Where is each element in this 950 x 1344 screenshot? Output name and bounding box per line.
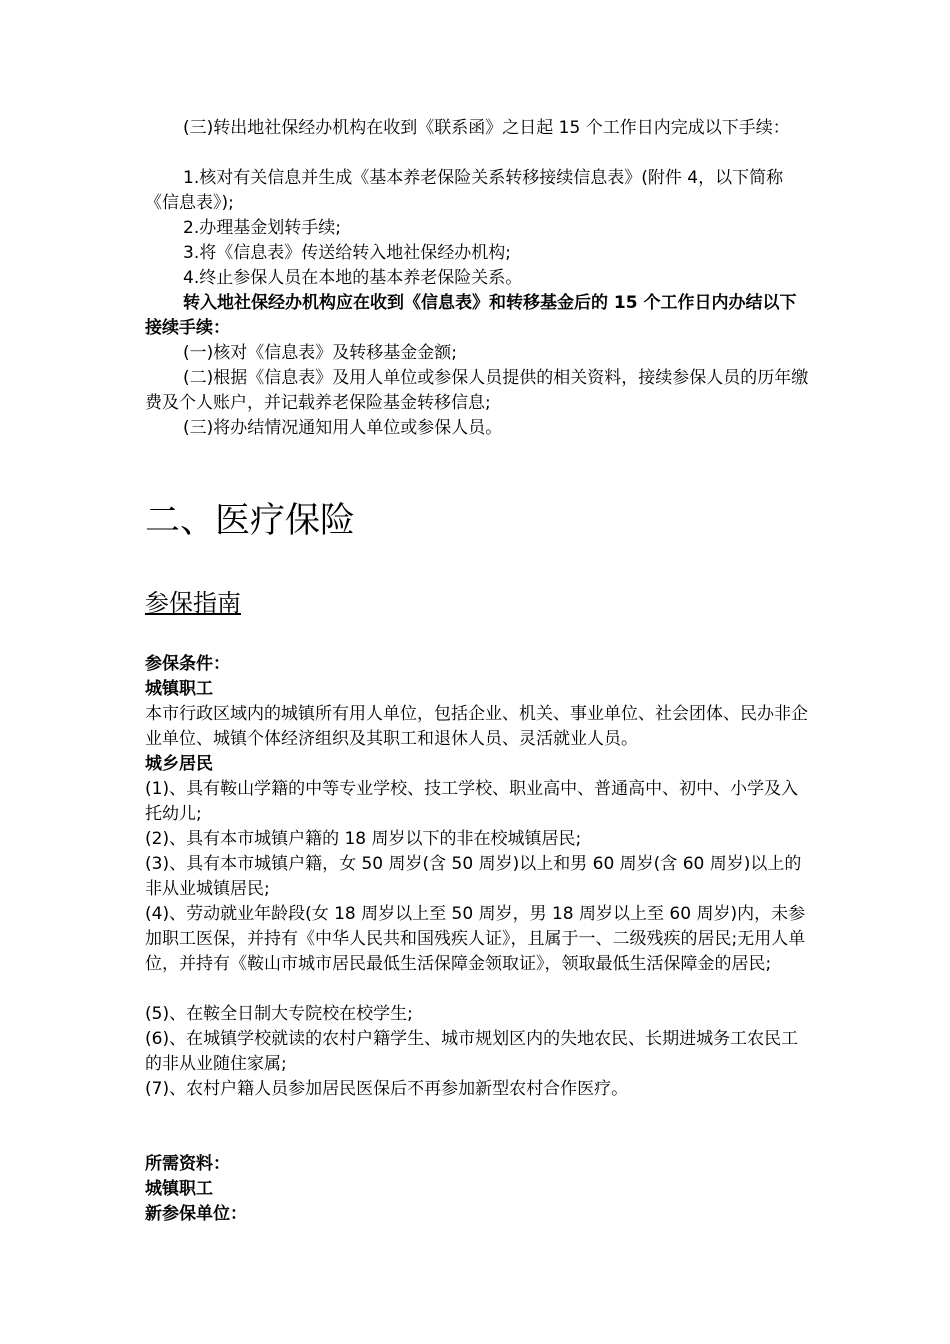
section-subheading: 参保指南: [145, 589, 241, 617]
list-item: (1)、具有鞍山学籍的中等专业学校、技工学校、职业高中、普通高中、初中、小学及入托幼儿;: [145, 779, 799, 824]
urban-workers-text: 本市行政区域内的城镇所有用人单位，包括企业、机关、事业单位、社会团体、民办非企业单位、城镇个体经济组织及其职工和退休人员、灵活就业人员。: [145, 704, 808, 749]
materials-label: 所需资料：: [145, 1154, 230, 1174]
conditions-label: 参保条件：: [145, 654, 230, 674]
paragraph-step-3: 3.将《信息表》传送给转入地社保经办机构;: [183, 243, 511, 263]
residents-title: 城乡居民: [145, 754, 213, 774]
paragraph-transfer-in-procedures: 转入地社保经办机构应在收到《信息表》和转移基金后的 15 个工作日内办结以下接续手续：: [145, 293, 797, 338]
list-item: (6)、在城镇学校就读的农村户籍学生、城市规划区内的失地农民、长期进城务工农民工的非从业随住家属;: [145, 1029, 799, 1074]
section-heading: 二、医疗保险: [145, 501, 356, 541]
materials-urban-workers-title: 城镇职工: [145, 1179, 213, 1199]
paragraph-transfer-out-procedures: (三)转出地社保经办机构在收到《联系函》之日起 15 个工作日内完成以下手续：: [183, 118, 790, 138]
paragraph-item-two: (二)根据《信息表》及用人单位或参保人员提供的相关资料，接续参保人员的历年缴费及个人账户，并记载养老保险基金转移信息;: [145, 368, 809, 413]
paragraph-step-4: 4.终止参保人员在本地的基本养老保险关系。: [183, 268, 523, 288]
paragraph-item-three: (三)将办结情况通知用人单位或参保人员。: [183, 418, 503, 438]
list-item: (3)、具有本市城镇户籍，女 50 周岁(含 50 周岁)以上和男 60 周岁(含 60 周岁)以上的非从业城镇居民;: [145, 854, 802, 899]
list-item: (7)、农村户籍人员参加居民医保后不再参加新型农村合作医疗。: [145, 1079, 629, 1099]
list-item: (5)、在鞍全日制大专院校在校学生;: [145, 1004, 413, 1024]
urban-workers-title: 城镇职工: [145, 679, 213, 699]
paragraph-item-one: (一)核对《信息表》及转移基金金额;: [183, 343, 457, 363]
paragraph-step-1: 1.核对有关信息并生成《基本养老保险关系转移接续信息表》(附件 4，以下简称《信息表》);: [145, 168, 784, 213]
paragraph-step-2: 2.办理基金划转手续;: [183, 218, 341, 238]
new-unit-label: 新参保单位：: [145, 1204, 247, 1224]
list-item: (4)、劳动就业年龄段(女 18 周岁以上至 50 周岁，男 18 周岁以上至 60 周岁)内，未参加职工医保，并持有《中华人民共和国残疾人证》，且属于一、二级残疾的居民;无用人单位，并持有《鞍山市城市居民最低生活保障金领取证》，领取最低生活保障金的居民;: [145, 904, 806, 974]
list-item: (2)、具有本市城镇户籍的 18 周岁以下的非在校城镇居民;: [145, 829, 582, 849]
